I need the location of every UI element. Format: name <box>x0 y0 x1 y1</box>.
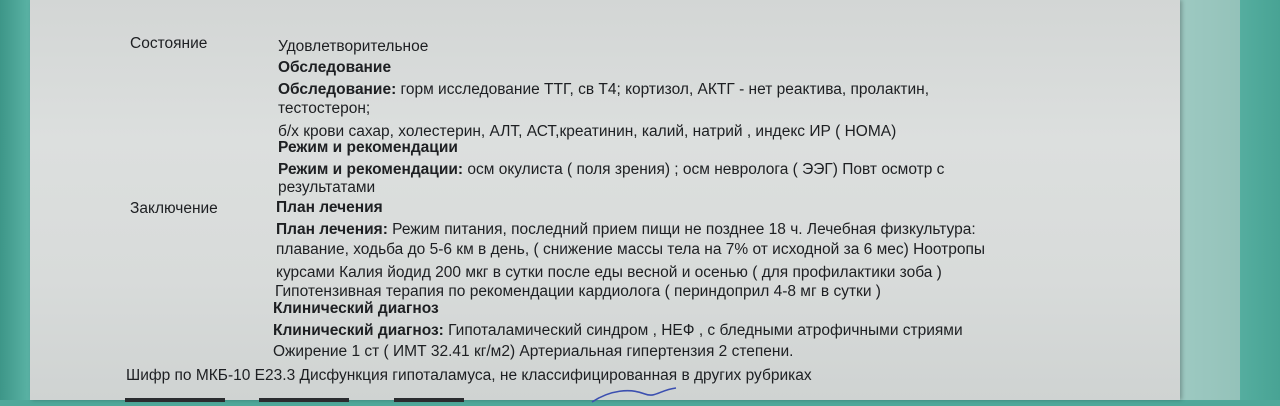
diagnosis-line-2: Ожирение 1 ст ( ИМТ 32.41 кг/м2) Артериальная гипертензия 2 степени. <box>273 343 794 360</box>
regime-text-1: осм окулиста ( поля зрения) ; осм невролога ( ЭЭГ) Повт осмотр с <box>463 161 945 178</box>
state-value: Удовлетворительное <box>278 38 429 55</box>
diagnosis-line-1 <box>273 321 963 340</box>
examination-prefix: Обследование: <box>278 81 397 98</box>
background-sheet-right <box>1175 0 1240 400</box>
regime-heading: Режим и рекомендации <box>278 139 458 156</box>
document-body <box>30 0 1180 400</box>
examination-line-3: б/х крови сахар, холестерин, АЛТ, АСТ,креатинин, калий, натрий , индекс ИР ( НОМА) <box>278 123 897 140</box>
regime-line-2: результатами <box>278 179 376 196</box>
diagnosis-heading: Клинический диагноз <box>273 300 439 317</box>
label-state: Состояние <box>130 35 208 52</box>
label-conclusion: Заключение <box>130 200 218 217</box>
treatment-text-1: Режим питания, последний прием пищи не позднее 18 ч. Лечебная физкультура: <box>387 221 976 238</box>
diagnosis-text-1: Гипоталамический синдром , НЕФ , с бледными атрофичными стриями <box>443 322 963 339</box>
footer-cut-line <box>125 390 625 402</box>
examination-line-1 <box>278 80 929 99</box>
signature-mark <box>590 386 680 406</box>
examination-line-2: тестостерон; <box>278 100 371 117</box>
diagnosis-prefix: Клинический диагноз: <box>273 322 444 339</box>
treatment-line-2: плавание, ходьба до 5-6 км в день, ( снижение массы тела на 7% от исходной за 6 мес) Ноотропы <box>276 241 986 258</box>
regime-prefix: Режим и рекомендации: <box>278 161 464 178</box>
background-left <box>0 0 30 400</box>
treatment-heading: План лечения <box>276 199 383 216</box>
treatment-line-3: курсами Калия йодид 200 мкг в сутки после еды весной и осенью ( для профилактики зоба ) <box>276 264 942 281</box>
examination-heading: Обследование <box>278 59 392 76</box>
treatment-line-1 <box>276 220 976 239</box>
document-page <box>30 0 1180 400</box>
examination-text-1: горм исследование ТТГ, св Т4; кортизол, АКТГ - нет реактива, пролактин, <box>396 81 930 98</box>
icd-code-line: Шифр по МКБ-10 E23.3 Дисфункция гипоталамуса, не классифицированная в других рубриках <box>126 367 812 384</box>
treatment-line-4: Гипотензивная терапия по рекомендации кардиолога ( периндоприл 4-8 мг в сутки ) <box>275 283 881 300</box>
treatment-prefix: План лечения: <box>276 221 388 238</box>
regime-line-1 <box>278 160 944 179</box>
